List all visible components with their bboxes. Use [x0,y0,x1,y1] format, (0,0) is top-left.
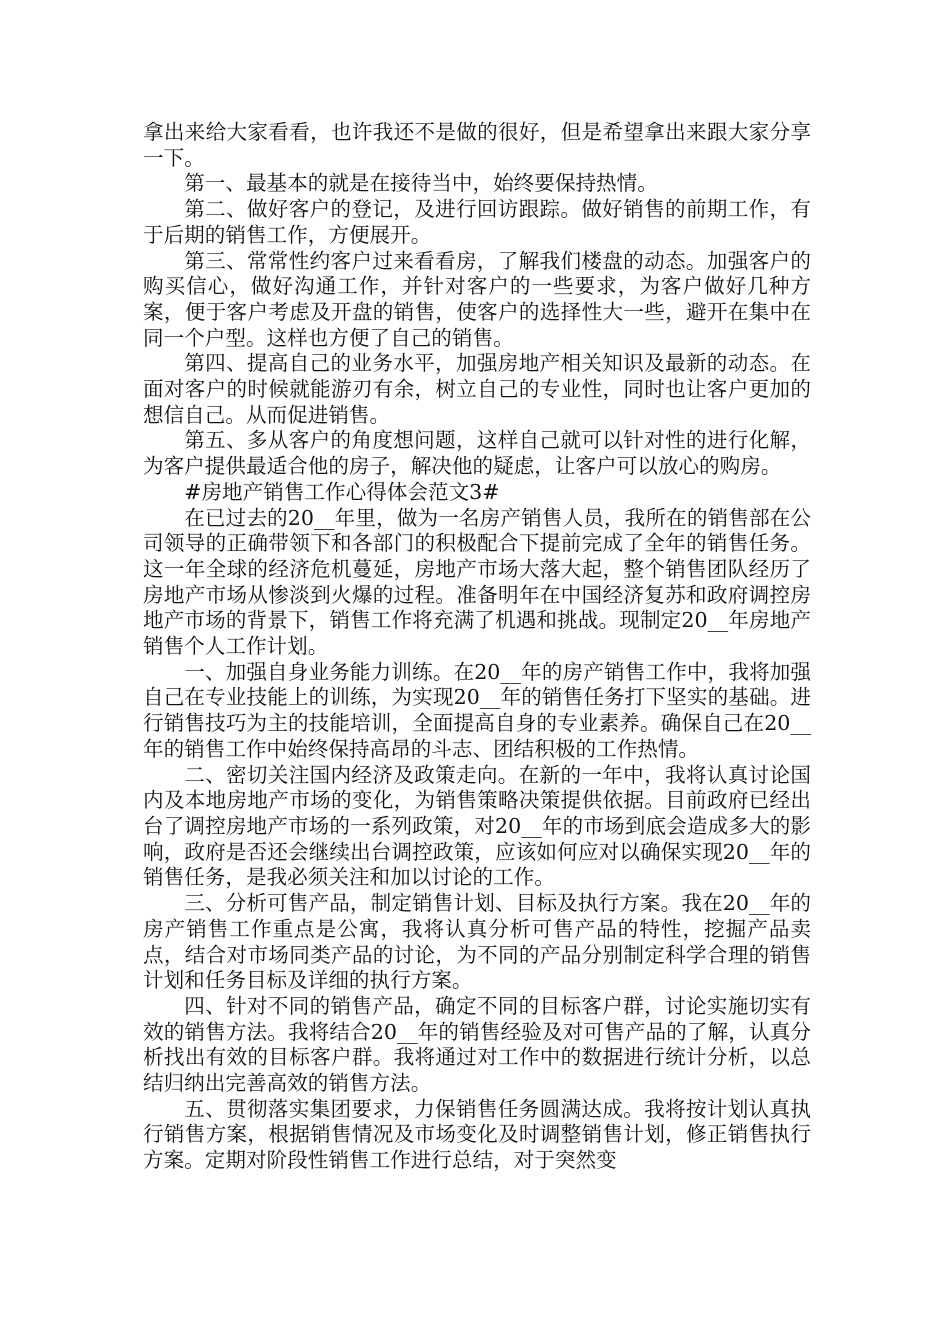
paragraph-11: 三、分析可售产品，制定销售计划、目标及执行方案。我在20__年的房产销售工作重点是公寓，我将认真分析可售产品的特性，挖掘产品卖点，结合对市场同类产品的讨论，为不同的产品分别制定科学合理的销售计划和任务目标及详细的执行方案。 [143,891,811,993]
paragraph-9: 一、加强自身业务能力训练。在20__年的房产销售工作中，我将加强自己在专业技能上的训练，为实现20__年的销售任务打下坚实的基础。进行销售技巧为主的技能培训，全面提高自身的专业素养。确保自己在20__年的销售工作中始终保持高昂的斗志、团结积极的工作热情。 [143,659,811,761]
document-body [143,120,811,1174]
paragraph-5: 第四、提高自己的业务水平，加强房地产相关知识及最新的动态。在面对客户的时候就能游刃有余，树立自己的专业性，同时也让客户更加的想信自己。从而促进销售。 [143,351,811,427]
paragraph-1: 拿出来给大家看看，也许我还不是做的很好，但是希望拿出来跟大家分享一下。 [143,120,811,170]
paragraph-6: 第五、多从客户的角度想问题，这样自己就可以针对性的进行化解，为客户提供最适合他的房子，解决他的疑虑，让客户可以放心的购房。 [143,428,811,479]
paragraph-4: 第三、常常性约客户过来看看房，了解我们楼盘的动态。加强客户的购买信心，做好沟通工作，并针对客户的一些要求，为客户做好几种方案，便于客户考虑及开盘的销售，使客户的选择性大一些，避开在集中在同一个户型。这样也方便了自己的销售。 [143,248,811,350]
paragraph-10: 二、密切关注国内经济及政策走向。在新的一年中，我将认真讨论国内及本地房地产市场的变化，为销售策略决策提供依据。目前政府已经出台了调控房地产市场的一系列政策，对20__年的市场到底会造成多大的影响，政府是否还会继续出台调控政策，应该如何应对以确保实现20__年的销售任务，是我必须关注和加以讨论的工作。 [143,762,811,890]
paragraph-2: 第一、最基本的就是在接待当中，始终要保持热情。 [184,171,658,196]
paragraph-13: 五、贯彻落实集团要求，力保销售任务圆满达成。我将按计划认真执行销售方案，根据销售情况及市场变化及时调整销售计划，修正销售执行方案。定期对阶段性销售工作进行总结，对于突然变 [143,1096,811,1173]
section-heading: #房地产销售工作心得体会范文3# [184,479,500,504]
paragraph-12: 四、针对不同的销售产品，确定不同的目标客户群，讨论实施切实有效的销售方法。我将结合20__年的销售经验及对可售产品的了解，认真分析找出有效的目标客户群。我将通过对工作中的数据进行统计分析，以总结归纳出完善高效的销售方法。 [143,993,811,1096]
paragraph-8: 在已过去的20__年里，做为一名房产销售人员，我所在的销售部在公司领导的正确带领下和各部门的积极配合下提前完成了全年的销售任务。这一年全球的经济危机蔓延，房地产市场大落大起，整个销售团队经历了房地产市场从惨淡到火爆的过程。准备明年在中国经济复苏和政府调控房地产市场的背景下，销售工作将充满了机遇和挑战。现制定20__年房地产销售个人工作计划。 [143,505,811,659]
paragraph-3: 第二、做好客户的登记，及进行回访跟踪。做好销售的前期工作，有于后期的销售工作，方便展开。 [143,197,811,247]
